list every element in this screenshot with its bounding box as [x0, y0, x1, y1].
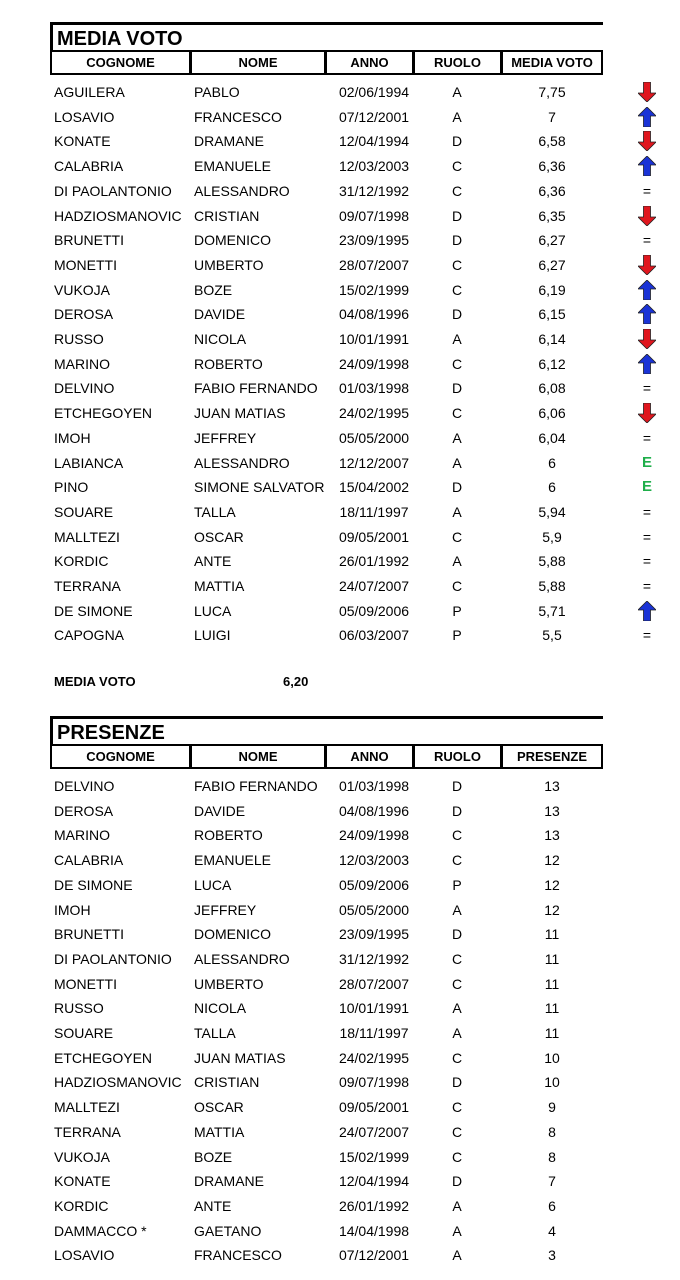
equal-icon: = — [642, 380, 652, 397]
table-row — [50, 105, 680, 129]
media-voto-section — [50, 22, 652, 644]
nome-cell: DRAMANE — [194, 133, 265, 150]
table-row — [50, 996, 680, 1020]
anno-cell: 26/01/1992 — [338, 553, 410, 570]
ruolo-cell: C — [451, 281, 463, 298]
valore-cell: 6,36 — [538, 182, 566, 199]
nome-cell: NICOLA — [194, 331, 247, 347]
cognome-cell: ETCHEGOYEN — [54, 405, 153, 422]
table-row — [50, 972, 680, 996]
table-row — [50, 1243, 680, 1267]
nome-cell: NICOLA — [194, 1000, 247, 1017]
table-row — [50, 253, 680, 277]
valore-cell: 7 — [548, 1173, 556, 1190]
valore-cell: 13 — [544, 802, 560, 819]
table-row — [50, 228, 680, 252]
ruolo-cell: A — [452, 454, 462, 471]
valore-cell: 11 — [544, 1025, 560, 1041]
valore-cell: 11 — [544, 926, 560, 943]
valore-cell: 8 — [548, 1123, 556, 1140]
cognome-cell: KONATE — [54, 133, 111, 150]
anno-cell: 18/11/1997 — [339, 1025, 409, 1041]
table-row — [50, 922, 680, 946]
presenze-title-box — [50, 716, 603, 744]
nome-cell: TALLA — [194, 503, 236, 520]
cognome-cell: DI PAOLANTONIO — [54, 182, 172, 199]
table-row — [50, 774, 680, 798]
cognome-cell: IMOH — [54, 901, 91, 918]
valore-cell: 6,15 — [538, 306, 566, 323]
cognome-cell: VUKOJA — [54, 281, 111, 298]
anno-cell: 15/02/1999 — [338, 1148, 410, 1165]
nome-cell: JEFFREY — [194, 429, 257, 446]
anno-cell: 24/07/2007 — [338, 1123, 410, 1140]
nome-cell: JEFFREY — [194, 901, 257, 918]
cognome-cell: VUKOJA — [54, 1148, 111, 1165]
cognome-cell: KONATE — [54, 1173, 111, 1190]
table-row — [50, 574, 680, 598]
ruolo-cell: C — [451, 528, 463, 545]
ruolo-cell: A — [452, 1197, 462, 1214]
ruolo-cell: D — [451, 926, 463, 943]
ruolo-cell: A — [452, 108, 462, 125]
cognome-cell: HADZIOSMANOVIC — [54, 207, 182, 224]
ruolo-cell: C — [451, 1049, 463, 1066]
cognome-cell: IMOH — [54, 429, 91, 446]
nome-cell: ANTE — [194, 1197, 232, 1214]
nome-cell: ANTE — [194, 553, 232, 570]
cognome-cell: KORDIC — [54, 553, 109, 570]
valore-cell: 5,88 — [538, 578, 566, 594]
header-nome: NOME — [190, 50, 326, 75]
nome-cell: DAVIDE — [194, 802, 246, 819]
ruolo-cell: A — [452, 901, 462, 918]
valore-cell: 6,12 — [538, 355, 566, 372]
cognome-cell: PINO — [54, 479, 89, 496]
cognome-cell: TERRANA — [54, 578, 121, 594]
anno-cell: 15/04/2002 — [338, 479, 410, 496]
nome-cell: ALESSANDRO — [194, 182, 290, 199]
nome-cell: DOMENICO — [194, 232, 271, 249]
nome-cell: ALESSANDRO — [194, 454, 290, 471]
nome-cell: CRISTIAN — [194, 1074, 260, 1091]
nome-cell: EMANUELE — [194, 852, 272, 869]
cognome-cell: MARINO — [54, 355, 110, 372]
valore-cell: 12 — [544, 852, 560, 869]
table-row — [50, 599, 680, 623]
valore-cell: 11 — [544, 1000, 560, 1017]
anno-cell: 05/09/2006 — [338, 602, 410, 619]
cognome-cell: MONETTI — [54, 256, 117, 273]
ruolo-cell: C — [451, 1148, 463, 1165]
header-nome: NOME — [190, 744, 326, 769]
anno-cell: 10/01/1991 — [338, 1000, 410, 1017]
equal-icon: = — [642, 627, 652, 644]
anno-cell: 14/04/1998 — [338, 1222, 410, 1239]
ruolo-cell: A — [452, 1222, 462, 1239]
nome-cell: EMANUELE — [194, 158, 272, 175]
ruolo-cell: A — [452, 331, 462, 347]
ruolo-cell: A — [452, 1025, 462, 1041]
nome-cell: CRISTIAN — [194, 207, 260, 224]
anno-cell: 09/07/1998 — [338, 1074, 410, 1091]
table-row — [50, 80, 680, 104]
table-row — [50, 154, 680, 178]
cognome-cell: DELVINO — [54, 380, 115, 397]
anno-cell: 24/02/1995 — [338, 405, 410, 422]
anno-cell: 12/03/2003 — [338, 852, 410, 869]
cognome-cell: DE SIMONE — [54, 876, 133, 893]
nome-cell: DAVIDE — [194, 306, 246, 323]
table-row — [50, 1021, 680, 1045]
ruolo-cell: C — [451, 1099, 463, 1116]
table-row — [50, 623, 680, 647]
valore-cell: 5,94 — [538, 503, 566, 520]
cognome-cell: DEROSA — [54, 802, 114, 819]
anno-cell: 31/12/1992 — [338, 182, 410, 199]
cognome-cell: DELVINO — [54, 778, 115, 794]
nome-cell: FRANCESCO — [194, 1247, 282, 1264]
media-voto-title: MEDIA VOTO — [57, 28, 183, 50]
valore-cell: 6,27 — [538, 256, 566, 273]
cognome-cell: DE SIMONE — [54, 602, 133, 619]
anno-cell: 05/05/2000 — [338, 901, 410, 918]
cognome-cell: TERRANA — [54, 1123, 121, 1140]
table-row — [50, 401, 680, 425]
anno-cell: 15/02/1999 — [338, 281, 410, 298]
e-mark-icon: E — [641, 478, 652, 496]
table-row — [50, 848, 680, 872]
media-voto-title-box — [50, 22, 603, 50]
nome-cell: TALLA — [194, 1025, 236, 1041]
table-row — [50, 376, 680, 400]
table-row — [50, 179, 680, 203]
anno-cell: 10/01/1991 — [338, 331, 410, 347]
valore-cell: 10 — [544, 1074, 560, 1091]
ruolo-cell: P — [452, 627, 462, 644]
header-ruolo: RUOLO — [413, 744, 502, 769]
anno-cell: 24/02/1995 — [338, 1049, 410, 1066]
nome-cell: JUAN MATIAS — [194, 1049, 286, 1066]
anno-cell: 12/04/1994 — [338, 1173, 410, 1190]
table-row — [50, 898, 680, 922]
table-row — [50, 1219, 680, 1243]
ruolo-cell: C — [451, 950, 463, 967]
equal-icon: = — [642, 232, 652, 249]
nome-cell: UMBERTO — [194, 256, 264, 273]
valore-cell: 8 — [548, 1148, 556, 1165]
cognome-cell: RUSSO — [54, 331, 104, 347]
header-media-voto: MEDIA VOTO — [501, 50, 603, 75]
valore-cell: 13 — [544, 827, 560, 844]
anno-cell: 09/05/2001 — [338, 1099, 410, 1116]
ruolo-cell: C — [451, 405, 463, 422]
cognome-cell: MALLTEZI — [54, 528, 120, 545]
equal-icon: = — [642, 429, 652, 446]
anno-cell: 07/12/2001 — [338, 1247, 410, 1264]
ruolo-cell: D — [451, 380, 463, 397]
cognome-cell: BRUNETTI — [54, 232, 124, 249]
nome-cell: BOZE — [194, 281, 233, 298]
ruolo-cell: D — [451, 479, 463, 496]
valore-cell: 7,75 — [538, 84, 566, 100]
anno-cell: 23/09/1995 — [338, 232, 410, 249]
table-row — [50, 823, 680, 847]
presenze-section — [50, 716, 603, 1276]
cognome-cell: CAPOGNA — [54, 627, 125, 644]
table-row — [50, 1120, 680, 1144]
valore-cell: 6,35 — [538, 207, 566, 224]
valore-cell: 6,58 — [538, 133, 566, 150]
equal-icon: = — [642, 528, 652, 545]
cognome-cell: MONETTI — [54, 975, 117, 992]
nome-cell: BOZE — [194, 1148, 233, 1165]
nome-cell: PABLO — [194, 84, 240, 100]
nome-cell: UMBERTO — [194, 975, 264, 992]
nome-cell: SIMONE SALVATOR — [194, 479, 325, 496]
header-cognome: COGNOME — [50, 50, 191, 75]
valore-cell: 12 — [544, 901, 560, 918]
valore-cell: 5,71 — [538, 602, 566, 619]
table-row — [50, 129, 680, 153]
ruolo-cell: C — [451, 975, 463, 992]
nome-cell: FABIO FERNANDO — [194, 778, 318, 794]
nome-cell: FABIO FERNANDO — [194, 380, 318, 397]
ruolo-cell: D — [451, 778, 463, 794]
e-mark-icon: E — [641, 453, 652, 471]
valore-cell: 6,36 — [538, 158, 566, 175]
anno-cell: 05/09/2006 — [338, 876, 410, 893]
nome-cell: DOMENICO — [194, 926, 271, 943]
valore-cell: 6,08 — [538, 380, 566, 397]
cognome-cell: ETCHEGOYEN — [54, 1049, 153, 1066]
ruolo-cell: D — [451, 207, 463, 224]
summary-label: MEDIA VOTO — [54, 674, 136, 689]
ruolo-cell: A — [452, 1000, 462, 1017]
anno-cell: 01/03/1998 — [338, 778, 410, 794]
nome-cell: LUCA — [194, 876, 232, 893]
ruolo-cell: D — [451, 1074, 463, 1091]
cognome-cell: LOSAVIO — [54, 1247, 115, 1264]
table-row — [50, 475, 680, 499]
ruolo-cell: A — [452, 503, 462, 520]
anno-cell: 02/06/1994 — [338, 84, 410, 100]
valore-cell: 6 — [548, 454, 556, 471]
equal-icon: = — [642, 578, 652, 594]
nome-cell: ROBERTO — [194, 827, 263, 844]
ruolo-cell: A — [452, 553, 462, 570]
anno-cell: 01/03/1998 — [338, 380, 410, 397]
anno-cell: 09/05/2001 — [338, 528, 410, 545]
anno-cell: 07/12/2001 — [338, 108, 410, 125]
table-row — [50, 799, 680, 823]
cognome-cell: SOUARE — [54, 503, 114, 520]
valore-cell: 6,04 — [538, 429, 566, 446]
valore-cell: 13 — [544, 778, 560, 794]
table-row — [50, 352, 680, 376]
ruolo-cell: C — [451, 578, 463, 594]
cognome-cell: RUSSO — [54, 1000, 104, 1017]
table-row — [50, 302, 680, 326]
table-row — [50, 451, 680, 475]
table-row — [50, 549, 680, 573]
anno-cell: 18/11/1997 — [339, 503, 409, 520]
anno-cell: 12/03/2003 — [338, 158, 410, 175]
header-presenze: PRESENZE — [501, 744, 603, 769]
nome-cell: OSCAR — [194, 528, 244, 545]
table-row — [50, 278, 680, 302]
nome-cell: LUIGI — [194, 627, 231, 644]
ruolo-cell: A — [452, 429, 462, 446]
valore-cell: 5,9 — [542, 528, 562, 545]
valore-cell: 3 — [548, 1247, 556, 1264]
ruolo-cell: C — [451, 1123, 463, 1140]
valore-cell: 6,27 — [538, 232, 566, 249]
valore-cell: 12 — [544, 876, 560, 893]
nome-cell: JUAN MATIAS — [194, 405, 286, 422]
ruolo-cell: P — [452, 602, 462, 619]
cognome-cell: LOSAVIO — [54, 108, 115, 125]
nome-cell: DRAMANE — [194, 1173, 265, 1190]
anno-cell: 12/12/2007 — [338, 454, 410, 471]
table-row — [50, 1095, 680, 1119]
anno-cell: 12/04/1994 — [338, 133, 410, 150]
valore-cell: 9 — [548, 1099, 556, 1116]
table-row — [50, 525, 680, 549]
valore-cell: 7 — [548, 108, 556, 125]
nome-cell: ROBERTO — [194, 355, 263, 372]
table-row — [50, 947, 680, 971]
valore-cell: 5,5 — [542, 627, 562, 644]
nome-cell: MATTIA — [194, 578, 245, 594]
valore-cell: 11 — [544, 950, 560, 967]
anno-cell: 28/07/2007 — [338, 256, 410, 273]
anno-cell: 04/08/1996 — [338, 802, 410, 819]
table-row — [50, 1169, 680, 1193]
cognome-cell: SOUARE — [54, 1025, 114, 1041]
table-row — [50, 1145, 680, 1169]
valore-cell: 6,14 — [538, 331, 566, 347]
summary-value: 6,20 — [283, 674, 309, 689]
cognome-cell: MALLTEZI — [54, 1099, 120, 1116]
nome-cell: LUCA — [194, 602, 232, 619]
anno-cell: 04/08/1996 — [338, 306, 410, 323]
cognome-cell: DI PAOLANTONIO — [54, 950, 172, 967]
nome-cell: OSCAR — [194, 1099, 244, 1116]
ruolo-cell: D — [451, 1173, 463, 1190]
ruolo-cell: A — [452, 1247, 462, 1264]
nome-cell: FRANCESCO — [194, 108, 282, 125]
anno-cell: 24/09/1998 — [338, 355, 410, 372]
anno-cell: 24/09/1998 — [338, 827, 410, 844]
ruolo-cell: D — [451, 306, 463, 323]
ruolo-cell: C — [451, 158, 463, 175]
header-anno: ANNO — [325, 744, 414, 769]
nome-cell: MATTIA — [194, 1123, 245, 1140]
anno-cell: 23/09/1995 — [338, 926, 410, 943]
equal-icon: = — [642, 553, 652, 570]
header-anno: ANNO — [325, 50, 414, 75]
cognome-cell: KORDIC — [54, 1197, 109, 1214]
anno-cell: 26/01/1992 — [338, 1197, 410, 1214]
table-row — [50, 873, 680, 897]
table-row — [50, 426, 680, 450]
cognome-cell: DAMMACCO * — [54, 1222, 147, 1239]
ruolo-cell: D — [451, 802, 463, 819]
cognome-cell: CALABRIA — [54, 158, 124, 175]
valore-cell: 6,19 — [538, 281, 566, 298]
cognome-cell: AGUILERA — [54, 84, 125, 100]
ruolo-cell: A — [452, 84, 462, 100]
cognome-cell: MARINO — [54, 827, 110, 844]
valore-cell: 10 — [544, 1049, 560, 1066]
cognome-cell: HADZIOSMANOVIC — [54, 1074, 182, 1091]
valore-cell: 11 — [544, 975, 560, 992]
ruolo-cell: C — [451, 256, 463, 273]
nome-cell: GAETANO — [194, 1222, 262, 1239]
valore-cell: 6 — [548, 1197, 556, 1214]
table-row — [50, 1070, 680, 1094]
anno-cell: 05/05/2000 — [338, 429, 410, 446]
valore-cell: 6 — [548, 479, 556, 496]
table-row — [50, 1046, 680, 1070]
anno-cell: 31/12/1992 — [338, 950, 410, 967]
valore-cell: 5,88 — [538, 553, 566, 570]
ruolo-cell: C — [451, 852, 463, 869]
table-row — [50, 500, 680, 524]
ruolo-cell: D — [451, 232, 463, 249]
anno-cell: 28/07/2007 — [338, 975, 410, 992]
anno-cell: 24/07/2007 — [338, 578, 410, 594]
cognome-cell: CALABRIA — [54, 852, 124, 869]
cognome-cell: BRUNETTI — [54, 926, 124, 943]
anno-cell: 06/03/2007 — [338, 627, 410, 644]
table-row — [50, 1194, 680, 1218]
header-ruolo: RUOLO — [413, 50, 502, 75]
ruolo-cell: C — [451, 182, 463, 199]
cognome-cell: DEROSA — [54, 306, 114, 323]
equal-icon: = — [642, 503, 652, 520]
valore-cell: 4 — [548, 1222, 556, 1239]
table-row — [50, 327, 680, 351]
ruolo-cell: P — [452, 876, 462, 893]
table-row — [50, 204, 680, 228]
ruolo-cell: C — [451, 355, 463, 372]
presenze-title: PRESENZE — [57, 722, 165, 744]
equal-icon: = — [642, 182, 652, 199]
header-cognome: COGNOME — [50, 744, 191, 769]
ruolo-cell: C — [451, 827, 463, 844]
anno-cell: 09/07/1998 — [338, 207, 410, 224]
cognome-cell: LABIANCA — [54, 454, 124, 471]
ruolo-cell: D — [451, 133, 463, 150]
nome-cell: ALESSANDRO — [194, 950, 290, 967]
valore-cell: 6,06 — [538, 405, 566, 422]
